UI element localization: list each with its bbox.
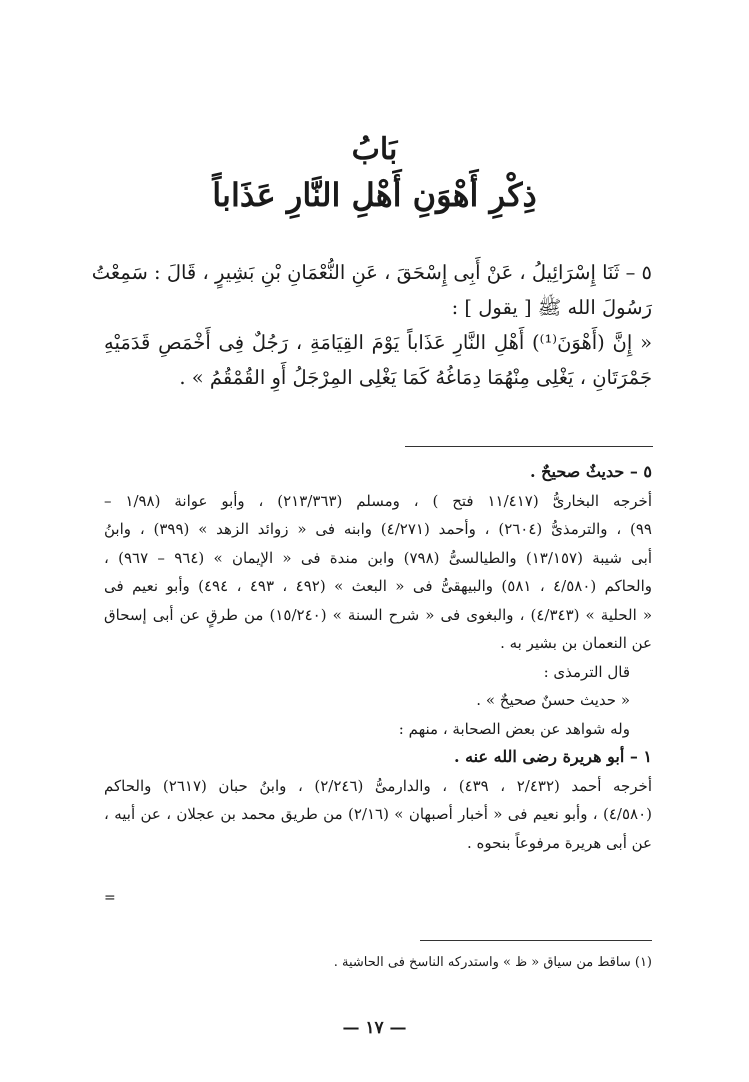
page-number: — ١٧ —	[342, 1018, 407, 1038]
hadith-text	[91, 255, 653, 395]
hadith-line: « إِنَّ (أَهْوَنَ⁽¹⁾) أَهْلِ النَّارِ عَذَاباً يَوْمَ القِيَامَةِ ، رَجُلٌ فِى أَخْمَصِ قَدَمَيْهِ	[104, 331, 653, 354]
sub-heading: ١ – أبو هريرة رضى الله عنه .	[453, 747, 652, 766]
continuation-mark: =	[104, 890, 116, 906]
sub-line: (٤/٥٨٠) ، وأبو نعيم فى « أخبار أصبهان » (٢/١٦) من طريق محمد بن عجلان ، عن أبيه ،	[104, 805, 652, 823]
hadith-line: ٥ – ثَنَا إِسْرَائِيلُ ، عَنْ أَبِى إِسْحَقَ ، عَنِ النُّعْمَانِ بْنِ بَشِيرٍ ، قَالَ : سَمِعْتُ	[91, 261, 652, 284]
sub-line: عن أبى هريرة مرفوعاً بنحوه .	[466, 833, 652, 852]
commentary-line: ٩٩) ، والترمذىُّ (٢٦٠٤) ، وأحمد (٤/٢٧١) وابنه فى « زوائد الزهد » (٣٩٩) ، وابنُ	[104, 520, 652, 538]
commentary-line: والحاكم (٤/٥٨٠ ، ٥٨١) والبيهقىُّ فى « البعث » (٤٩٢ ، ٤٩٣ ، ٤٩٤) وأبو نعيم فى	[104, 577, 652, 595]
commentary-line: أبى شيبة (١٣/١٥٧) والطيالسىُّ (٧٩٨) وابن مندة فى « الإيمان » (٩٦٤ – ٩٦٧) ،	[104, 548, 653, 567]
tirmidhi-quote: « حديث حسنٌ صحيحٌ » .	[476, 691, 630, 709]
commentary-line: عن النعمان بن بشير به .	[500, 634, 652, 652]
tirmidhi-label: قال الترمذى :	[543, 662, 630, 681]
hadith-line: رَسُولَ الله ﷺ [ يقول ] :	[451, 296, 652, 319]
commentary-line: أخرجه البخارىُّ (١١/٤١٧ فتح ) ، ومسلم (٢١٣/٣٦٣) ، وأبو عوانة (١/٩٨ –	[104, 491, 652, 510]
chapter-label: بَابُ	[351, 132, 398, 167]
footnote: (١) ساقط من سياق « ظ » واستدركه الناسخ فى الحاشية .	[333, 955, 652, 970]
commentary-heading: ٥ – حديثٌ صحيحٌ .	[530, 462, 652, 481]
commentary	[104, 458, 652, 857]
sub-line: أخرجه أحمد (٢/٤٣٢ ، ٤٣٩) ، والدارمىُّ (٢/٢٤٦) ، وابنُ حبان (٢٦١٧) والحاكم	[104, 776, 653, 795]
hadith-line: جَمْرَتَانِ ، يَغْلِى مِنْهُمَا دِمَاغُهُ كَمَا يَغْلِى المِرْجَلُ أَوِ القُمْقُمُ » .	[179, 366, 652, 389]
section-divider	[405, 446, 653, 447]
chapter-title: ذِكْرِ أَهْوَنِ أَهْلِ النَّارِ عَذَاباً	[212, 176, 537, 214]
shawahid-line: وله شواهد عن بعض الصحابة ، منهم :	[398, 719, 630, 738]
commentary-line: « الحلية » (٤/٣٤٣) ، والبغوى فى « شرح السنة » (١٥/٢٤٠) من طرقٍ عن أبى إسحاق	[104, 605, 653, 624]
footnote-divider	[420, 940, 652, 941]
